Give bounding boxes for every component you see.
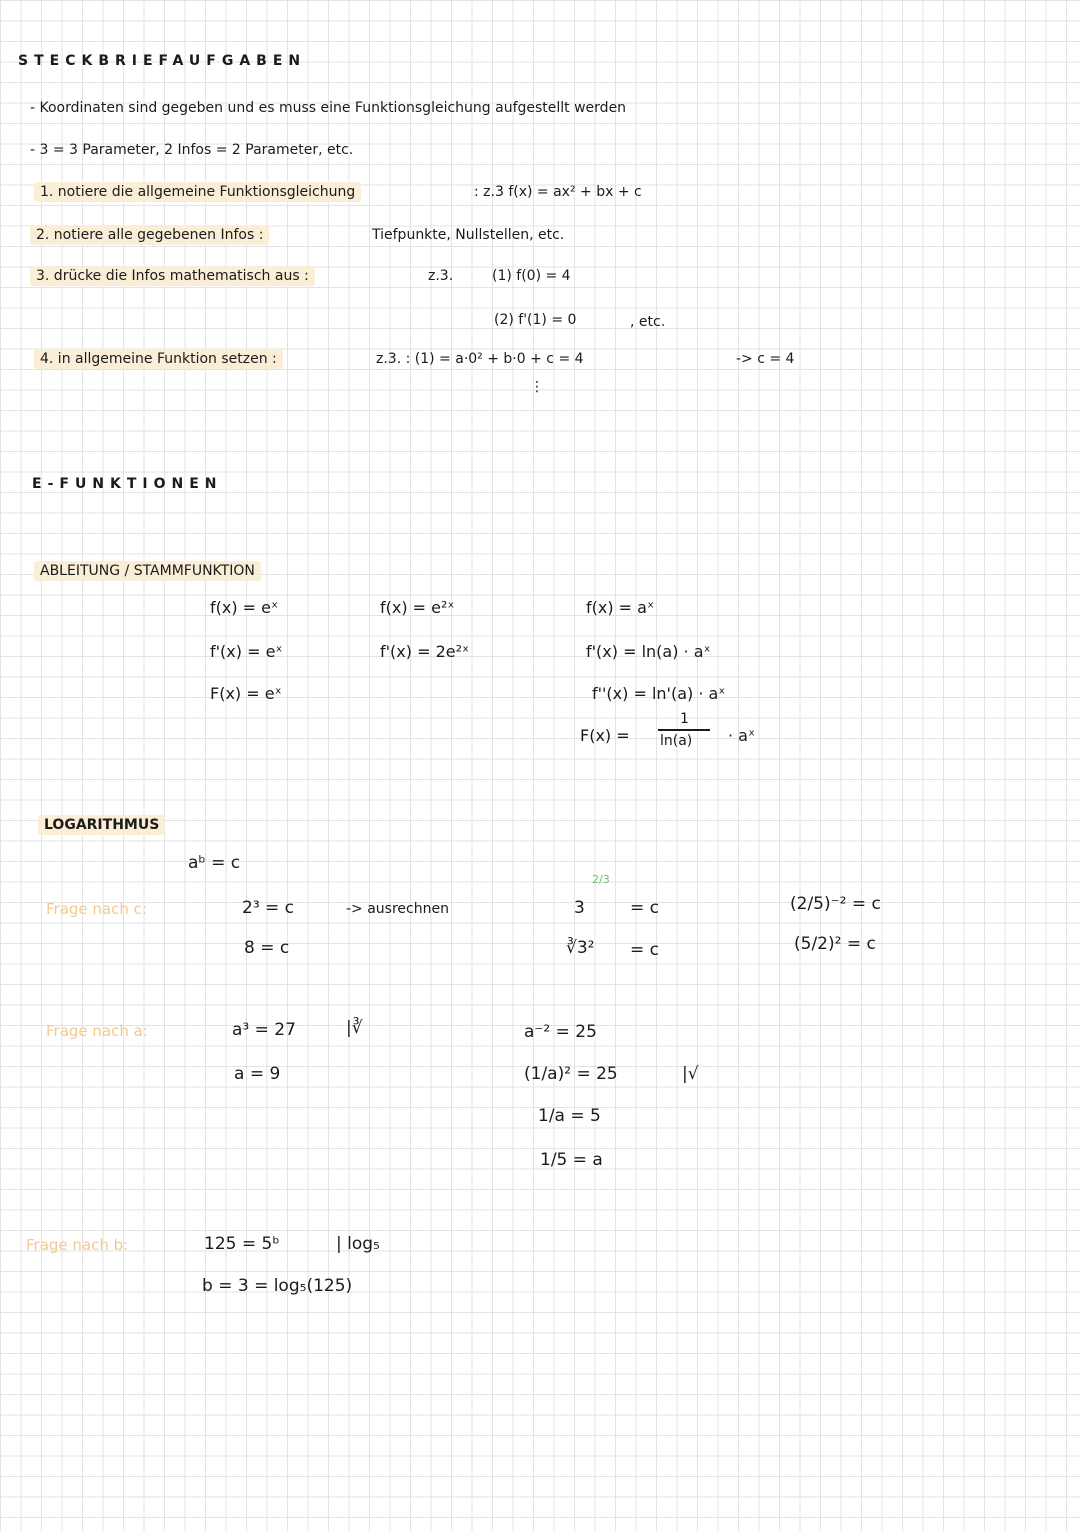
c-example-root: ∛3² (566, 938, 595, 958)
question-nach-a: Frage nach a: (46, 1022, 148, 1040)
question-nach-b: Frage nach b: (26, 1236, 129, 1254)
step-4-dots: ⋮ (530, 379, 544, 395)
step-3-example-2: (2) f'(1) = 0 (494, 312, 577, 328)
step-3-etc: , etc. (630, 314, 666, 330)
section-title-steckbrief: STECKBRIEFAUFGABEN (18, 53, 307, 69)
efunk-col2-line1: f(x) = e²ˣ (380, 598, 455, 617)
step-2-example: Tiefpunkte, Nullstellen, etc. (372, 227, 565, 243)
c-example-eq: = c (630, 898, 659, 918)
a-example-3: 1/a = 5 (538, 1106, 601, 1126)
c-line-2: 8 = c (244, 938, 290, 958)
a-example-1: a⁻² = 25 (524, 1022, 597, 1042)
c-example-fraction-2: (5/2)² = c (794, 934, 876, 954)
c-example-root-eq: = c (630, 940, 659, 960)
efunk-col1-line2: f'(x) = eˣ (210, 642, 283, 661)
c-example-base: 3 (574, 898, 585, 918)
b-line-2: b = 3 = log₅(125) (202, 1276, 353, 1296)
c-example-fraction-1: (2/5)⁻² = c (790, 894, 881, 914)
b-line-1: 125 = 5ᵇ (204, 1234, 280, 1254)
efunk-col1-line1: f(x) = eˣ (210, 598, 279, 617)
efunk-col3-F-numerator: 1 (680, 711, 689, 727)
step-1: 1. notiere die allgemeine Funktionsgleichung (34, 182, 361, 202)
intro-line-1: - Koordinaten sind gegeben und es muss eine Funktionsgleichung aufgestellt werden (30, 100, 627, 116)
subsection-ableitung: ABLEITUNG / STAMMFUNKTION (34, 561, 261, 581)
fraction-bar (658, 729, 710, 731)
a-line-2: a = 9 (234, 1064, 281, 1084)
a-line-1: a³ = 27 (232, 1020, 296, 1040)
efunk-col1-line3: F(x) = eˣ (210, 684, 282, 703)
step-1-example: : z.3 f(x) = ax² + bx + c (474, 184, 642, 200)
c-arrow-ausrechnen: -> ausrechnen (346, 901, 449, 917)
step-3: 3. drücke die Infos mathematisch aus : (30, 266, 315, 286)
log-main-equation: aᵇ = c (188, 853, 241, 873)
step-4-result: -> c = 4 (736, 351, 795, 367)
intro-line-2: - 3 = 3 Parameter, 2 Infos = 2 Parameter, etc. (30, 142, 354, 158)
efunk-col3-F-denominator: ln(a) (660, 733, 693, 749)
efunk-col2-line2: f'(x) = 2e²ˣ (380, 642, 470, 661)
efunk-col3-F-label: F(x) = (580, 726, 630, 745)
step-3-example-1: (1) f(0) = 4 (492, 268, 571, 284)
c-line-1: 2³ = c (242, 898, 295, 918)
efunk-col3-F-rest: · aˣ (728, 726, 756, 745)
question-nach-c: Frage nach c: (46, 900, 147, 918)
section-title-efunktionen: E-FUNKTIONEN (32, 476, 223, 492)
c-example-exponent: 2/3 (592, 873, 610, 886)
subsection-logarithmus: LOGARITHMUS (38, 815, 165, 835)
a-root-operation: |∛ (346, 1018, 363, 1038)
efunk-col3-line2: f'(x) = ln(a) · aˣ (586, 642, 711, 661)
step-3-z: z.3. (428, 268, 454, 284)
efunk-col3-line1: f(x) = aˣ (586, 598, 655, 617)
a-example-2: (1/a)² = 25 (524, 1064, 618, 1084)
step-4-example: z.3. : (1) = a·0² + b·0 + c = 4 (376, 351, 584, 367)
b-log-operation: | log₅ (336, 1234, 380, 1254)
step-4: 4. in allgemeine Funktion setzen : (34, 349, 283, 369)
a-root-operation-2: |√ (682, 1064, 699, 1084)
step-2: 2. notiere alle gegebenen Infos : (30, 225, 269, 245)
a-example-4: 1/5 = a (540, 1150, 603, 1170)
efunk-col3-line3: f''(x) = ln'(a) · aˣ (592, 684, 726, 703)
